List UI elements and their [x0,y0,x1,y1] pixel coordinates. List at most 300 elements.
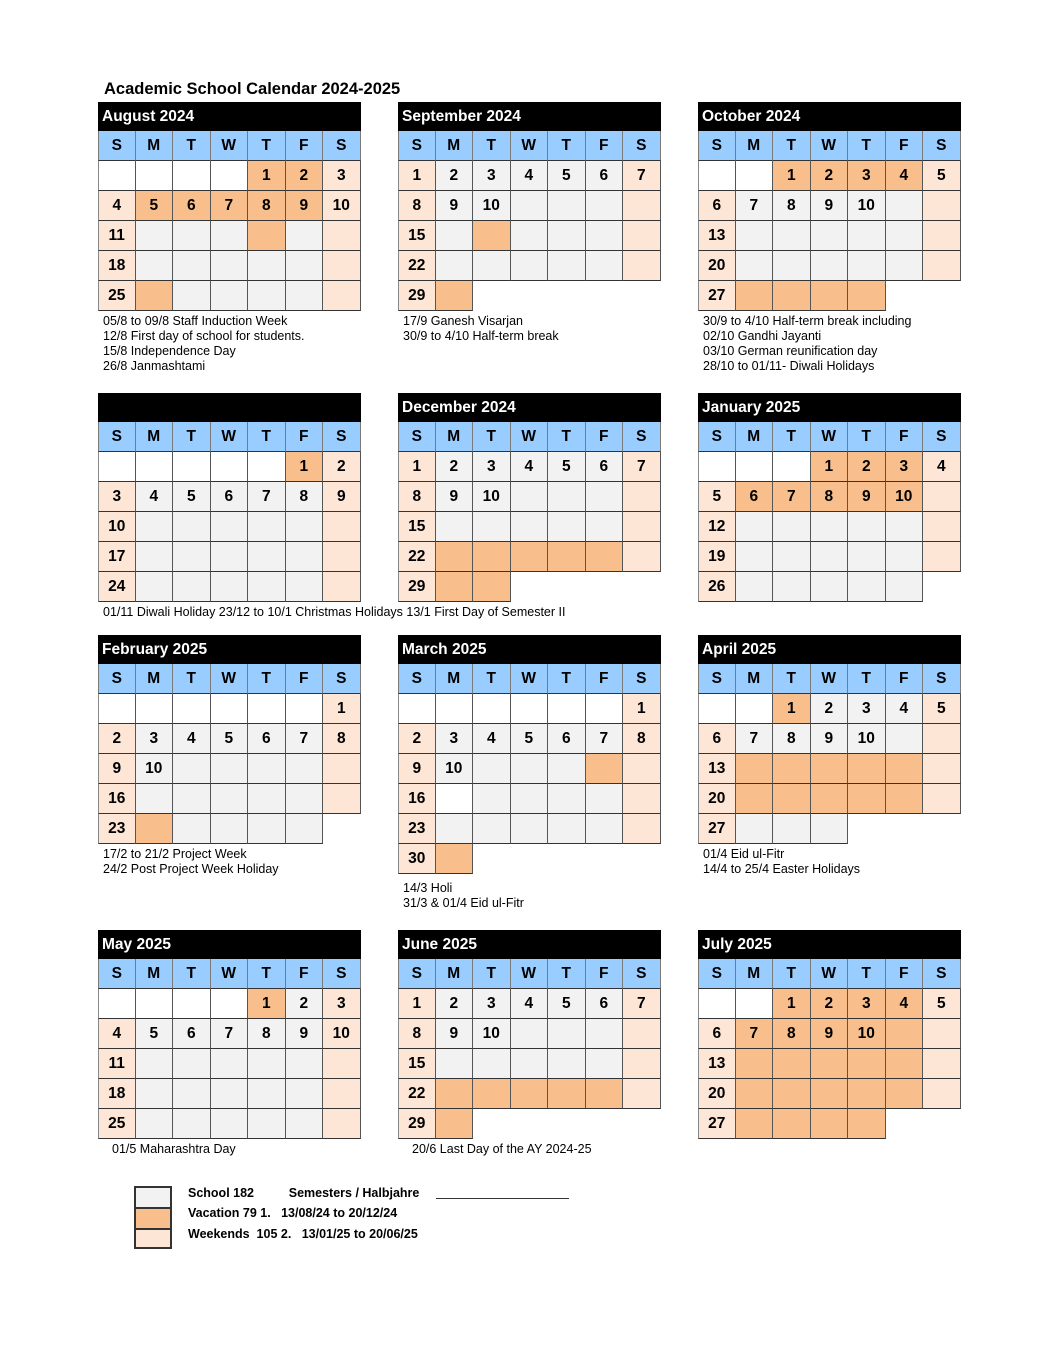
day-cell [173,281,211,311]
day-cell [548,1019,586,1049]
day-cell [848,754,886,784]
day-cell [211,694,249,724]
day-cell: 4 [511,989,549,1019]
month-title: June 2025 [398,930,661,959]
day-cell [848,221,886,251]
day-cell [173,221,211,251]
day-cell: 6 [173,191,211,221]
day-cell [923,1049,961,1079]
weekday-label: F [886,422,924,452]
day-cell [548,814,586,844]
day-cell [548,784,586,814]
day-cell [736,814,774,844]
month-notes [103,605,565,620]
day-cell [623,1079,661,1109]
day-cell [736,281,774,311]
day-cell [173,1079,211,1109]
day-cell: 8 [398,482,436,512]
day-cell: 13 [698,221,736,251]
day-cell: 8 [398,191,436,221]
weekday-label: T [173,664,211,694]
week-row [98,191,361,221]
weekday-label: T [473,664,511,694]
weekday-header-row [698,131,961,161]
weekday-label: T [773,664,811,694]
weekday-label: T [848,131,886,161]
day-cell [473,251,511,281]
day-cell [923,221,961,251]
day-cell [811,1109,849,1139]
day-cell [548,754,586,784]
page-title: Academic School Calendar 2024-2025 [104,80,401,98]
day-cell [773,251,811,281]
day-cell [323,572,361,602]
day-cell [98,989,136,1019]
day-cell [136,452,174,482]
weekday-label: W [811,422,849,452]
weekday-label: S [98,131,136,161]
day-cell [511,572,549,602]
day-cell [548,221,586,251]
day-cell [811,512,849,542]
day-cell: 3 [473,161,511,191]
day-cell [136,694,174,724]
month-calendar [398,102,661,311]
note-line: 14/3 Holi [403,881,453,895]
day-cell [323,1109,361,1139]
day-cell [248,1049,286,1079]
week-row [698,281,961,311]
day-cell: 20 [698,251,736,281]
day-cell: 9 [436,191,474,221]
day-cell [211,542,249,572]
week-row [398,482,661,512]
day-cell [473,784,511,814]
day-cell [623,191,661,221]
week-row [398,221,661,251]
day-cell [773,281,811,311]
weekday-label: T [473,422,511,452]
day-cell: 4 [923,452,961,482]
note-line: 17/9 Ganesh Visarjan [403,314,523,328]
weekday-label: T [248,131,286,161]
weekday-label: T [473,131,511,161]
weekday-header-row [698,959,961,989]
day-cell: 7 [286,724,324,754]
day-cell [886,814,924,844]
day-cell [623,784,661,814]
month-notes [403,314,559,344]
note-line: 24/2 Post Project Week Holiday [103,862,279,876]
day-cell: 3 [436,724,474,754]
weekday-label: W [511,131,549,161]
day-cell: 7 [736,724,774,754]
day-cell: 2 [286,161,324,191]
day-cell [923,281,961,311]
legend-weekend-label: Weekends 105 2. 13/01/25 to 20/06/25 [188,1227,418,1241]
day-cell: 18 [98,1079,136,1109]
day-cell [886,724,924,754]
day-cell [511,784,549,814]
day-cell [623,1019,661,1049]
day-cell [136,572,174,602]
day-cell [586,572,624,602]
day-cell: 27 [698,1109,736,1139]
note-line: 01/11 Diwali Holiday 23/12 to 10/1 Christmas Holidays 13/1 First Day of Semester II [103,605,566,619]
month-notes [103,847,279,877]
day-cell [811,251,849,281]
day-cell: 15 [398,221,436,251]
day-cell: 12 [698,512,736,542]
day-cell: 7 [736,1019,774,1049]
day-cell [173,161,211,191]
day-cell [623,844,661,874]
week-row [98,512,361,542]
day-cell [511,191,549,221]
day-cell: 1 [398,452,436,482]
day-cell: 11 [98,1049,136,1079]
day-cell: 2 [98,724,136,754]
day-cell [548,542,586,572]
day-cell: 6 [698,1019,736,1049]
day-cell [548,482,586,512]
day-cell [586,542,624,572]
weekday-label: F [586,959,624,989]
day-cell: 4 [98,191,136,221]
day-cell [773,452,811,482]
day-cell: 7 [736,191,774,221]
day-cell [848,572,886,602]
week-row [98,784,361,814]
day-cell [811,1049,849,1079]
weekday-header-row [698,422,961,452]
week-row [398,251,661,281]
day-cell: 1 [398,989,436,1019]
day-cell [623,1109,661,1139]
day-cell [548,572,586,602]
weekday-header-row [98,664,361,694]
day-cell [586,281,624,311]
week-row [698,1079,961,1109]
week-row [398,814,661,844]
note-line: 30/9 to 4/10 Half-term break including [703,314,912,328]
day-cell: 10 [848,191,886,221]
day-cell: 10 [848,1019,886,1049]
month-notes [703,314,911,374]
day-cell [211,452,249,482]
day-cell [473,1049,511,1079]
day-cell: 10 [886,482,924,512]
weekday-header-row [98,422,361,452]
day-cell [848,1079,886,1109]
day-cell: 10 [473,1019,511,1049]
day-cell [548,1109,586,1139]
month-title: March 2025 [398,635,661,664]
month-title: January 2025 [698,393,961,422]
day-cell: 22 [398,251,436,281]
week-row [698,482,961,512]
day-cell [923,572,961,602]
day-cell: 8 [811,482,849,512]
day-cell: 4 [98,1019,136,1049]
day-cell [586,221,624,251]
day-cell [323,1079,361,1109]
day-cell [248,694,286,724]
week-row [98,724,361,754]
weekday-label: W [811,664,849,694]
weekday-label: F [886,664,924,694]
month-notes [103,314,305,374]
day-cell: 29 [398,281,436,311]
day-cell: 5 [136,191,174,221]
day-cell: 26 [698,572,736,602]
weekday-label: S [698,664,736,694]
day-cell [736,754,774,784]
week-row [98,542,361,572]
day-cell [923,1109,961,1139]
day-cell [511,1109,549,1139]
day-cell: 16 [98,784,136,814]
day-cell: 5 [923,161,961,191]
note-line: 14/4 to 25/4 Easter Holidays [703,862,861,876]
day-cell: 6 [586,161,624,191]
weekday-label: S [923,422,961,452]
note-line: 03/10 German reunification day [703,344,878,358]
month-calendar [698,635,961,844]
month-notes [403,881,524,911]
day-cell [136,542,174,572]
day-cell: 6 [698,191,736,221]
weekday-label: T [248,664,286,694]
day-cell [286,572,324,602]
weekday-label: M [736,131,774,161]
day-cell [736,694,774,724]
legend-vacation-label: Vacation 79 1. 13/08/24 to 20/12/24 [188,1206,398,1220]
day-cell [173,542,211,572]
day-cell [473,221,511,251]
week-row [398,844,661,874]
day-cell [773,814,811,844]
note-line: 26/8 Janmashtami [103,359,206,373]
day-cell [173,572,211,602]
day-cell: 7 [211,1019,249,1049]
day-cell: 3 [136,724,174,754]
day-cell [586,814,624,844]
weekday-label: M [436,131,474,161]
week-row [98,1019,361,1049]
week-row [698,221,961,251]
day-cell [886,542,924,572]
day-cell [886,1049,924,1079]
day-cell [811,572,849,602]
day-cell [773,1079,811,1109]
weekday-label: S [923,131,961,161]
day-cell: 10 [323,191,361,221]
day-cell: 1 [773,694,811,724]
day-cell: 5 [698,482,736,512]
weekday-label: S [323,664,361,694]
day-cell [323,542,361,572]
day-cell [848,281,886,311]
weekday-label: M [136,422,174,452]
week-row [698,754,961,784]
day-cell [623,281,661,311]
weekday-label: F [286,959,324,989]
day-cell [323,784,361,814]
legend-swatch-weekend [134,1228,172,1249]
day-cell: 15 [398,512,436,542]
day-cell: 7 [248,482,286,512]
week-row [98,1109,361,1139]
day-cell: 30 [398,844,436,874]
month-calendar [398,635,661,874]
day-cell [811,784,849,814]
day-cell [211,251,249,281]
day-cell [586,191,624,221]
weekday-label: W [511,422,549,452]
weekday-label: M [136,131,174,161]
weekday-label: T [173,422,211,452]
day-cell [848,814,886,844]
day-cell: 9 [811,724,849,754]
day-cell: 27 [698,281,736,311]
weekday-label: T [848,664,886,694]
day-cell [473,281,511,311]
day-cell: 8 [323,724,361,754]
day-cell [286,1109,324,1139]
day-cell: 23 [398,814,436,844]
day-cell [248,452,286,482]
day-cell [511,542,549,572]
day-cell [248,221,286,251]
day-cell [848,251,886,281]
day-cell [623,221,661,251]
day-cell: 13 [698,754,736,784]
day-cell [923,482,961,512]
day-cell [286,784,324,814]
day-cell [98,161,136,191]
week-row [398,754,661,784]
day-cell [436,844,474,874]
day-cell [248,784,286,814]
day-cell [286,542,324,572]
day-cell: 1 [398,161,436,191]
weekday-label: T [548,422,586,452]
day-cell: 2 [811,161,849,191]
day-cell: 16 [398,784,436,814]
month-calendar [98,930,361,1139]
day-cell [736,989,774,1019]
weekday-label: S [323,422,361,452]
day-cell: 3 [848,161,886,191]
day-cell [511,1019,549,1049]
day-cell: 4 [173,724,211,754]
day-cell [173,251,211,281]
week-row [398,1079,661,1109]
day-cell [173,1049,211,1079]
day-cell: 10 [848,724,886,754]
day-cell [848,784,886,814]
day-cell [436,1079,474,1109]
day-cell [173,694,211,724]
month-calendar [398,393,661,602]
day-cell [98,452,136,482]
day-cell: 18 [98,251,136,281]
day-cell [473,754,511,784]
day-cell: 9 [286,191,324,221]
day-cell [623,512,661,542]
day-cell [548,191,586,221]
day-cell [248,281,286,311]
month-title: May 2025 [98,930,361,959]
day-cell [511,844,549,874]
day-cell [773,1109,811,1139]
day-cell: 8 [773,724,811,754]
day-cell: 8 [286,482,324,512]
weekday-label: S [698,422,736,452]
weekday-label: F [586,664,624,694]
day-cell [886,1109,924,1139]
weekday-label: T [548,664,586,694]
day-cell [211,1109,249,1139]
day-cell: 20 [698,1079,736,1109]
day-cell: 8 [248,191,286,221]
day-cell: 2 [436,989,474,1019]
week-row [698,694,961,724]
day-cell [436,251,474,281]
day-cell [548,512,586,542]
weekday-label: W [811,131,849,161]
day-cell: 5 [548,161,586,191]
week-row [98,221,361,251]
day-cell [511,814,549,844]
day-cell: 5 [211,724,249,754]
day-cell [923,251,961,281]
weekday-header-row [398,422,661,452]
week-row [698,1049,961,1079]
day-cell [886,1079,924,1109]
day-cell [773,572,811,602]
day-cell: 1 [286,452,324,482]
day-cell [136,1079,174,1109]
day-cell: 3 [848,694,886,724]
day-cell [248,251,286,281]
day-cell [436,221,474,251]
day-cell [511,482,549,512]
month-calendar [698,393,961,602]
day-cell: 9 [848,482,886,512]
weekday-label: S [323,131,361,161]
day-cell [773,542,811,572]
day-cell [473,572,511,602]
day-cell: 2 [811,694,849,724]
weekday-label: T [548,959,586,989]
day-cell: 4 [511,161,549,191]
weekday-label: M [136,664,174,694]
weekday-label: S [923,959,961,989]
day-cell: 1 [773,161,811,191]
week-row [698,452,961,482]
day-cell [211,784,249,814]
week-row [398,512,661,542]
day-cell: 2 [323,452,361,482]
day-cell: 6 [173,1019,211,1049]
day-cell [286,221,324,251]
weekday-label: S [398,959,436,989]
day-cell [848,1109,886,1139]
day-cell: 10 [323,1019,361,1049]
day-cell: 7 [211,191,249,221]
